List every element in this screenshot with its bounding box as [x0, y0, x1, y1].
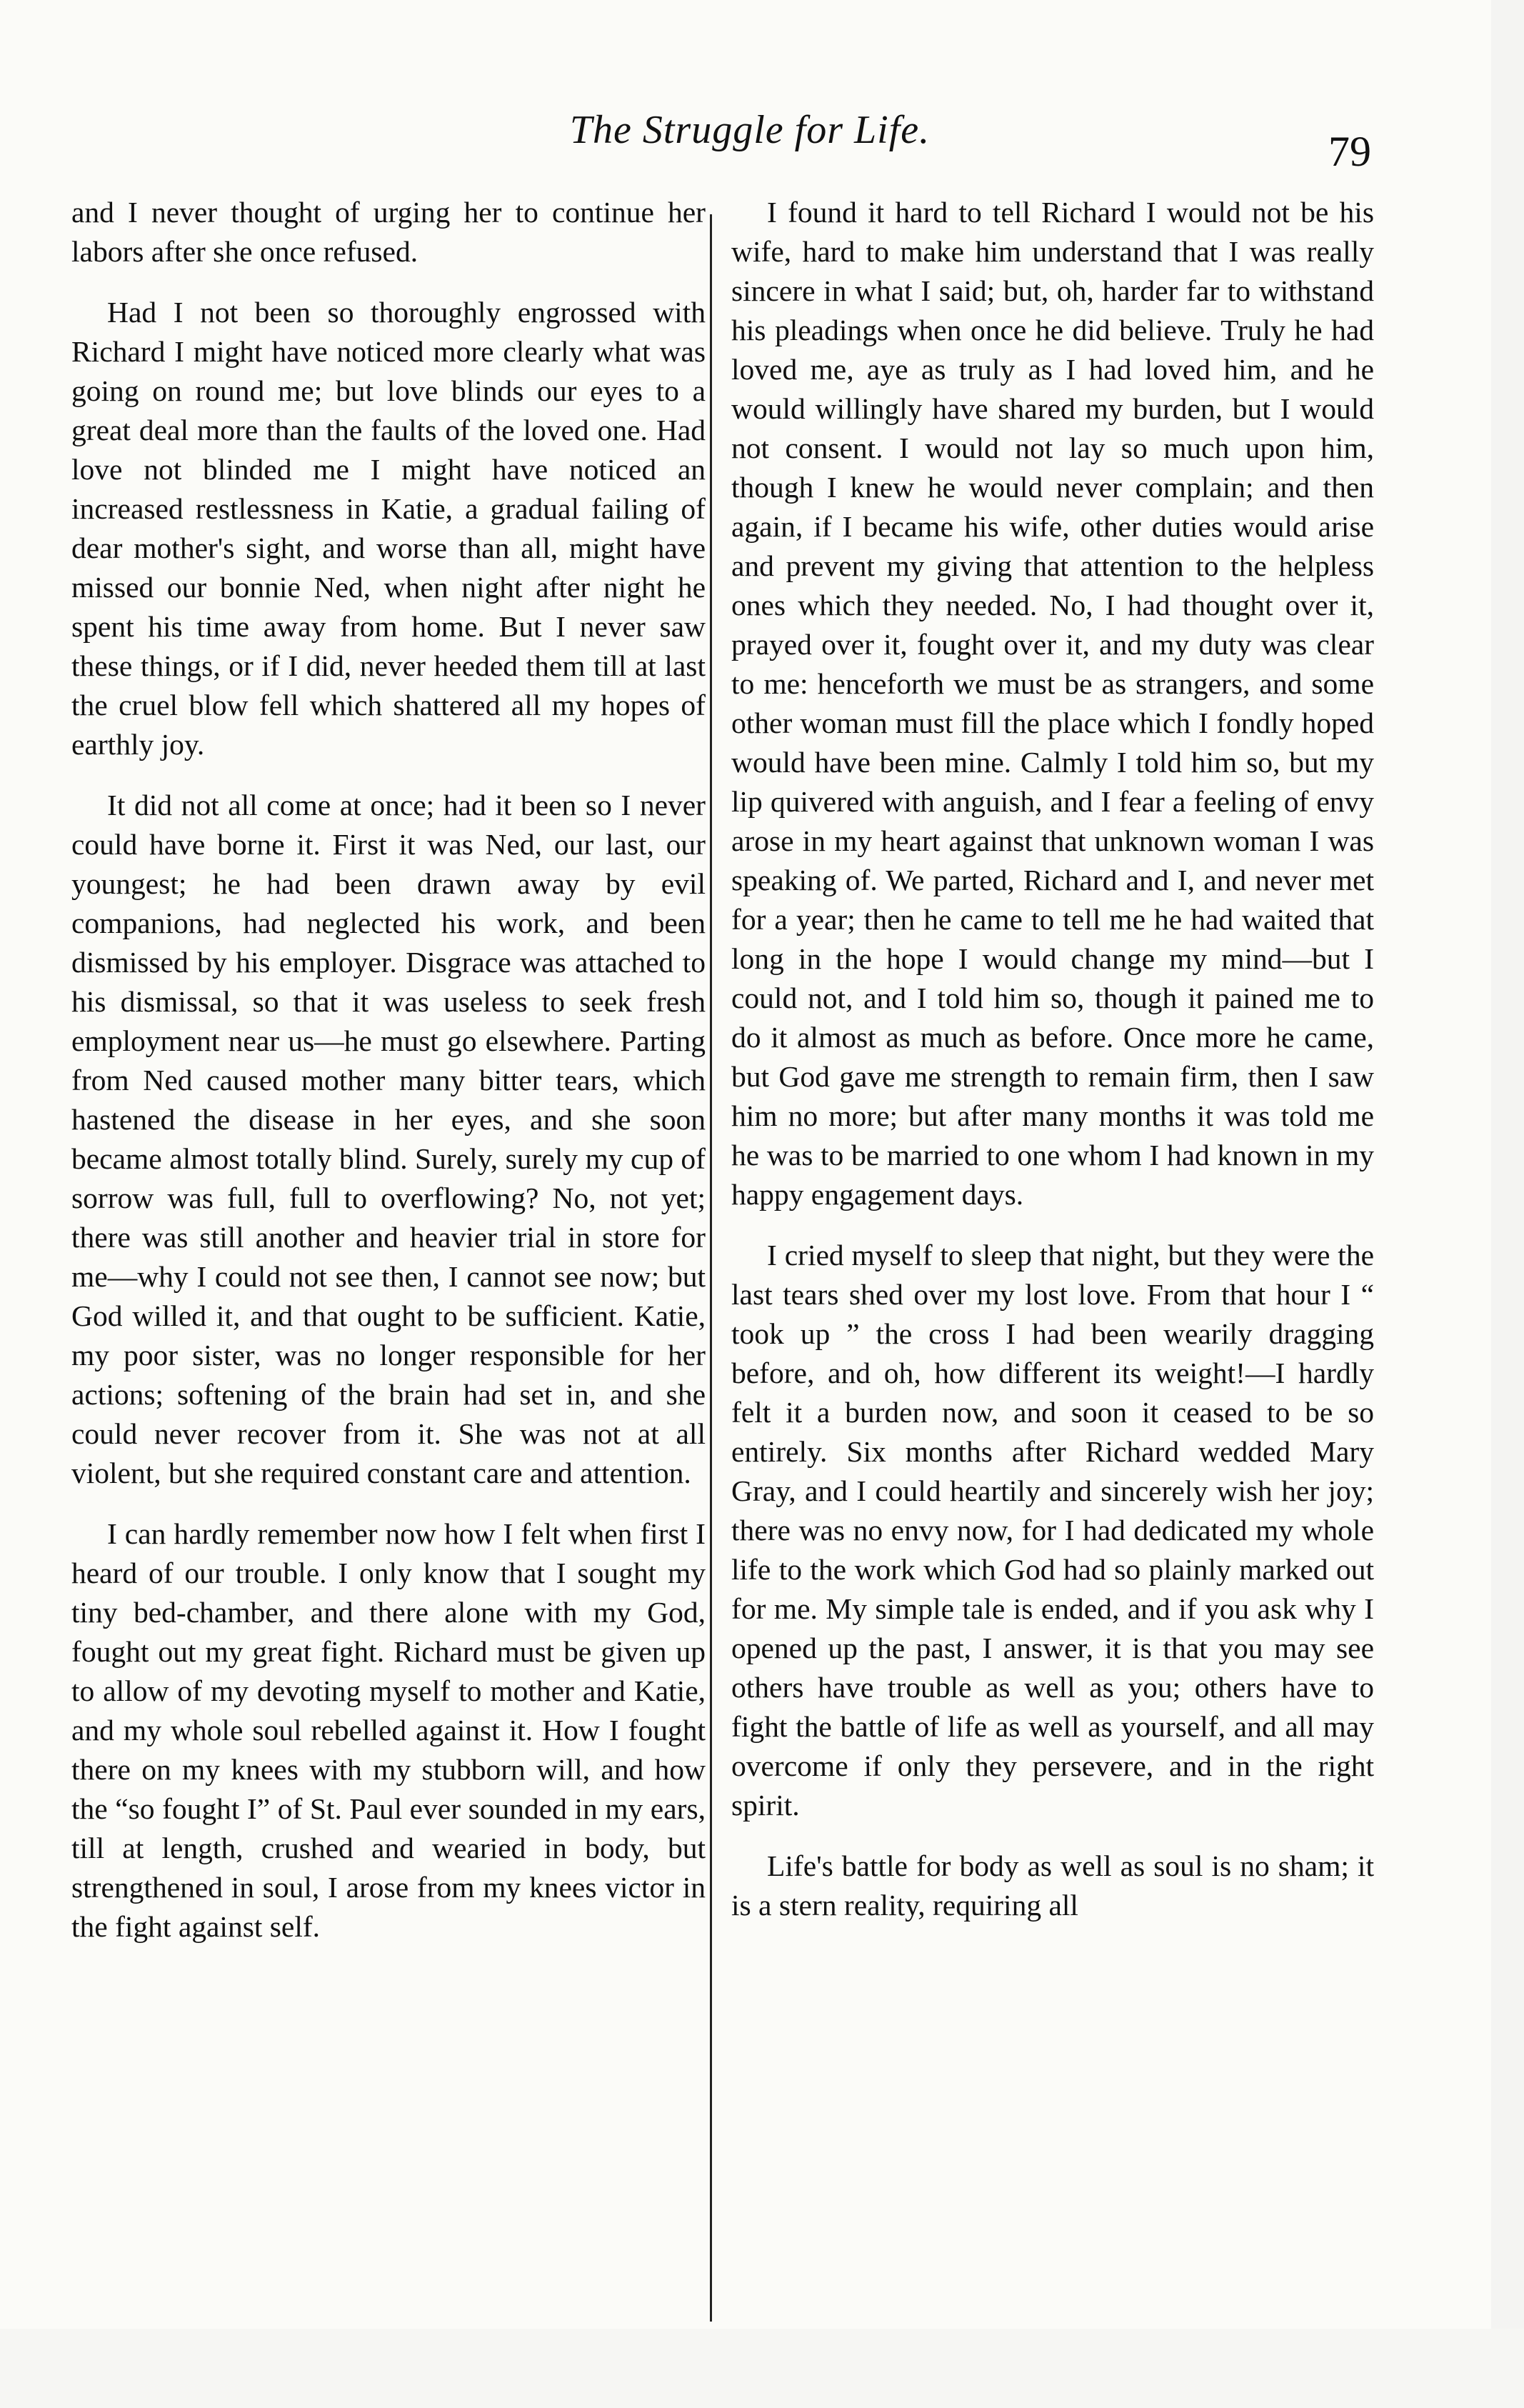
right-paragraph-1: I found it hard to tell Richard I would not be his wife, hard to make him understand that I was really sincere in what I said; but, oh, harder far to withstand his pleadings when once he did believe. Truly he had loved me, aye as truly as I had loved him, and he would willingly have shared my burden, but I would not consent. I would not lay so much upon him, though I knew he would never complain; and then again, if I became his wife, other duties would arise and prevent my giving that attention to the helpless ones which they needed. No, I had thought over it, prayed over it, fought over it, and my duty was clear to me: henceforth we must be as strangers, and some other woman must fill the place which I fondly hoped would have been mine. Calmly I told him so, but my lip quivered with anguish, and I fear a feeling of envy arose in my heart against that unknown woman I was speaking of. We parted, Richard and I, and never met for a year; then he came to tell me he had waited that long in the hope I would change my mind—but I could not, and I told him so, though it pained me to do it almost as much as before. Once more he came, but God gave me strength to remain firm, then I saw him no more; but after many months it was told me he was to be married to one whom I had known in my happy engagement days. [731, 196, 1374, 1211]
left-paragraph-4: I can hardly remember now how I felt when first I heard of our trouble. I only know that I sought my tiny bed-chamber, and there alone with my God, fought out my great fight. Richard must be given up to allow of my devoting myself to mother and Katie, and my whole soul rebelled against it. How I fought there on my knees with my stubborn will, and how the “so fought I” of St. Paul ever sounded in my ears, till at length, crushed and wearied in body, but strengthened in soul, I arose from my knees victor in the fight against self. [71, 1517, 706, 1943]
right-paragraph-3: Life's battle for body as well as soul is no sham; it is a stern reality, requiring all [731, 1849, 1374, 1922]
page-edge-bottom [0, 2329, 1524, 2408]
page-number: 79 [1328, 128, 1371, 175]
right-paragraph-2: I cried myself to sleep that night, but they were the last tears shed over my lost love. From that hour I “ took up ” the cross I had been wearily dragging before, and oh, how different its weight!—I hardly felt it a burden now, and soon it ceased to be so entirely. Six months after Richard wedded Mary Gray, and I could heartily and sincerely wish her joy; there was no envy now, for I had dedicated my whole life to the work which God had so plainly marked out for me. My simple tale is ended, and if you ask why I opened up the past, I answer, it is that you may see others have trouble as well as you; others have to fight the battle of life as well as yourself, and all may overcome if only they persevere, and in the right spirit. [731, 1239, 1374, 1822]
right-column [731, 193, 1374, 1947]
column-divider-rule [710, 214, 712, 2322]
left-paragraph-1: and I never thought of urging her to continue her labors after she once refused. [71, 196, 706, 268]
page-edge-right [1491, 0, 1524, 2408]
left-column [71, 193, 706, 1968]
running-head: The Struggle for Life. [569, 108, 931, 152]
left-paragraph-3: It did not all come at once; had it been so I never could have borne it. First it was Ned, our last, our youngest; he had been drawn away by evil companions, had neglected his work, and been dismissed by his employer. Disgrace was attached to his dismissal, so that it was useless to seek fresh employment near us—he must go elsewhere. Parting from Ned caused mother many bitter tears, which hastened the disease in her eyes, and she soon became almost totally blind. Surely, surely my cup of sorrow was full, full to overflowing? No, not yet; there was still another and heavier trial in store for me—why I could not see then, I cannot see now; but God willed it, and that ought to be sufficient. Katie, my poor sister, was no longer responsible for her actions; softening of the brain had set in, and she could never recover from it. She was not at all violent, but she required constant care and attention. [71, 789, 706, 1489]
left-paragraph-2: Had I not been so thoroughly engrossed with Richard I might have noticed more clearly what was going on round me; but love blinds our eyes to a great deal more than the faults of the loved one. Had love not blinded me I might have noticed an increased restlessness in Katie, a gradual failing of dear mother's sight, and worse than all, might have missed our bonnie Ned, when night after night he spent his time away from home. But I never saw these things, or if I did, never heeded them till at last the cruel blow fell which shattered all my hopes of earthly joy. [71, 296, 706, 761]
